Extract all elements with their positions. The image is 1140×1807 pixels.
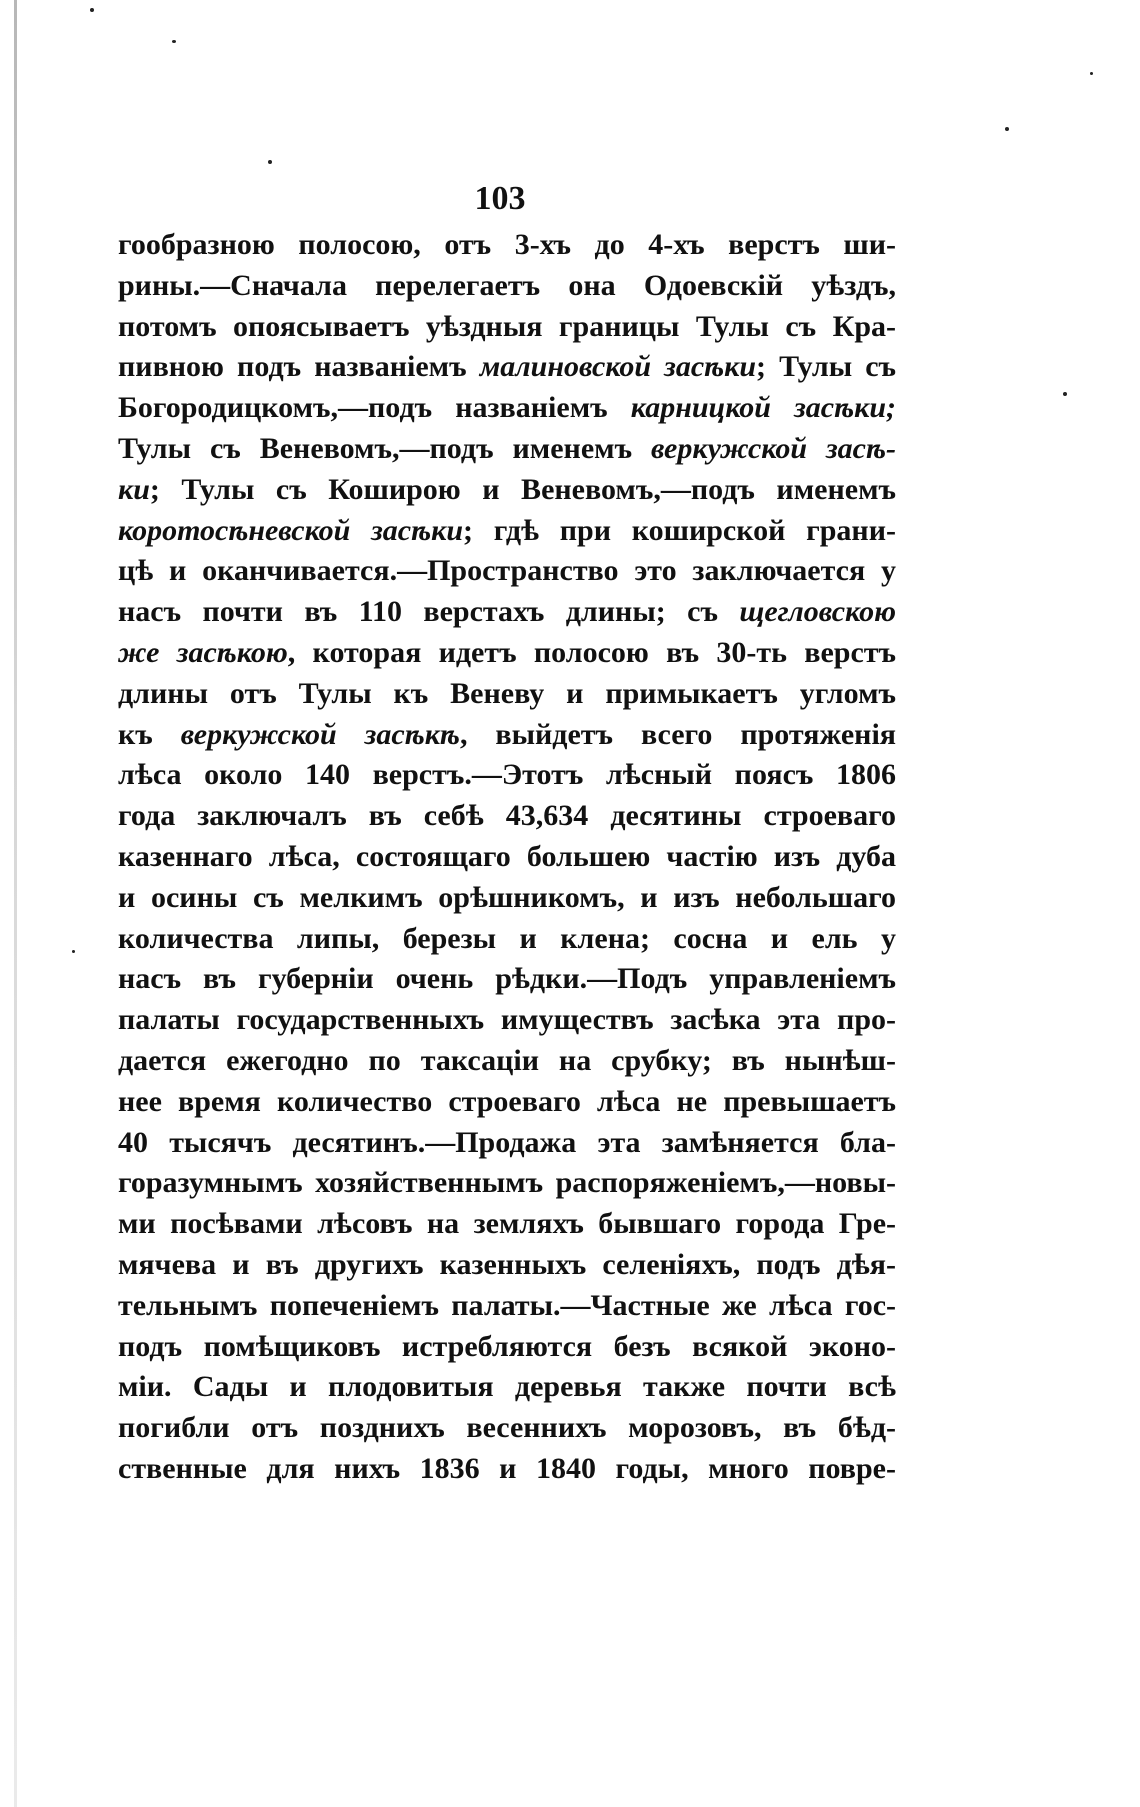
text-segment: горазумнымъ хозяйственнымъ распоряженіемъ,—новы-	[118, 1166, 896, 1200]
text-line	[118, 592, 896, 633]
text-segment: ми посѣвами лѣсовъ на земляхъ бывшаго города Гре-	[118, 1207, 896, 1241]
text-line	[118, 1245, 896, 1286]
text-line	[118, 1082, 896, 1123]
text-segment: палаты государственныхъ имуществъ засѣка эта про-	[118, 1003, 896, 1037]
text-line	[118, 878, 896, 919]
text-segment: насъ почти въ 110 верстахъ длины; съ	[118, 595, 740, 629]
text-line	[118, 1123, 896, 1164]
text-segment: пивною подъ названіемъ	[118, 350, 480, 384]
italic-segment: малиновской засѣки	[479, 350, 757, 384]
text-line	[118, 796, 896, 837]
text-line	[118, 551, 896, 592]
text-segment: подъ помѣщиковъ истребляются безъ всякой эконо-	[118, 1329, 896, 1363]
text-segment: длины отъ Тулы къ Веневу и примыкаетъ угломъ	[118, 676, 896, 710]
text-line	[118, 347, 896, 388]
text-line	[118, 919, 896, 960]
text-line	[118, 388, 896, 429]
italic-segment: ки	[118, 472, 150, 506]
text-segment: лѣса около 140 верстъ.—Этотъ лѣсный поясъ 1806	[118, 758, 896, 792]
text-line	[118, 715, 896, 756]
text-segment: , которая идетъ полосою въ 30-ть верстъ	[287, 635, 896, 669]
italic-segment: коротосѣневской засѣки	[118, 513, 464, 547]
text-segment: погибли отъ позднихъ весеннихъ морозовъ, въ бѣд-	[118, 1411, 896, 1445]
text-line	[118, 470, 896, 511]
text-segment: ; гдѣ при коширской грани-	[463, 513, 896, 547]
text-line	[118, 307, 896, 348]
text-segment: и осины съ мелкимъ орѣшникомъ, и изъ небольшаго	[118, 880, 896, 914]
text-line	[118, 1163, 896, 1204]
text-segment: года заключалъ въ себѣ 43,634 десятины строеваго	[118, 799, 896, 833]
text-line	[118, 1327, 896, 1368]
ink-speck	[1063, 392, 1067, 396]
italic-segment: веркужской засѣ-	[651, 431, 896, 465]
text-segment: Богородицкомъ,—подъ названіемъ	[118, 391, 631, 425]
text-segment: , выйдетъ всего протяженія	[459, 717, 896, 751]
text-segment: ; Тулы съ Коширою и Веневомъ,—подъ именемъ	[149, 472, 896, 506]
text-line	[118, 959, 896, 1000]
text-line	[118, 1367, 896, 1408]
text-segment: мячева и въ другихъ казенныхъ селеніяхъ, подъ дѣя-	[118, 1247, 896, 1281]
italic-segment: же засѣкою	[118, 635, 288, 669]
page-number: 103	[474, 180, 526, 217]
ink-speck	[1005, 127, 1009, 131]
ink-speck	[72, 950, 75, 953]
page-edge-shadow	[14, 0, 17, 1807]
text-segment: дается ежегодно по таксаціи на срубку; въ нынѣш-	[118, 1043, 896, 1077]
text-segment: 40 тысячъ десятинъ.—Продажа эта замѣняется бла-	[118, 1125, 896, 1159]
text-segment: казеннаго лѣса, состоящаго большею частію изъ дуба	[118, 839, 896, 873]
text-line	[118, 755, 896, 796]
text-line	[118, 1204, 896, 1245]
text-line	[118, 1000, 896, 1041]
text-line	[118, 1408, 896, 1449]
text-segment: къ	[118, 717, 181, 751]
italic-segment: карницкой засѣки;	[630, 391, 896, 425]
italic-segment: щегловскою	[739, 595, 896, 629]
text-line	[118, 674, 896, 715]
text-segment: ; Тулы съ	[756, 350, 896, 384]
text-line	[118, 429, 896, 470]
text-segment: тельнымъ попеченіемъ палаты.—Частные же лѣса гос-	[118, 1288, 896, 1322]
text-line	[118, 1449, 896, 1490]
ink-speck	[90, 8, 94, 12]
text-line	[118, 633, 896, 674]
text-segment: міи. Сады и плодовитыя деревья также почти всѣ	[118, 1370, 896, 1404]
text-line	[118, 511, 896, 552]
text-line	[118, 1041, 896, 1082]
text-segment: гообразною полосою, отъ 3-хъ до 4-хъ верстъ ши-	[118, 228, 896, 261]
text-line	[118, 225, 896, 266]
ink-speck	[268, 160, 272, 164]
text-segment: Тулы съ Веневомъ,—подъ именемъ	[118, 431, 652, 465]
ink-speck	[172, 40, 176, 43]
text-segment: ственные для нихъ 1836 и 1840 годы, много повре-	[118, 1451, 896, 1485]
text-segment: насъ въ губерніи очень рѣдки.—Подъ управленіемъ	[118, 962, 896, 996]
text-segment: рины.—Сначала перелегаетъ она Одоевскій уѣздъ,	[118, 268, 896, 302]
text-segment: потомъ опоясываетъ уѣздныя границы Тулы съ Кра-	[118, 309, 896, 343]
text-segment: цѣ и оканчивается.—Пространство это заключается у	[118, 554, 896, 588]
text-segment: количества липы, березы и клена; сосна и ель у	[118, 921, 896, 955]
text-line	[118, 837, 896, 878]
text-line	[118, 1286, 896, 1327]
ink-speck	[1090, 72, 1093, 75]
italic-segment: веркужской засѣкѣ	[180, 717, 460, 751]
text-segment: нее время количество строеваго лѣса не превышаетъ	[118, 1084, 896, 1118]
body-text	[118, 225, 896, 1490]
text-line	[118, 266, 896, 307]
